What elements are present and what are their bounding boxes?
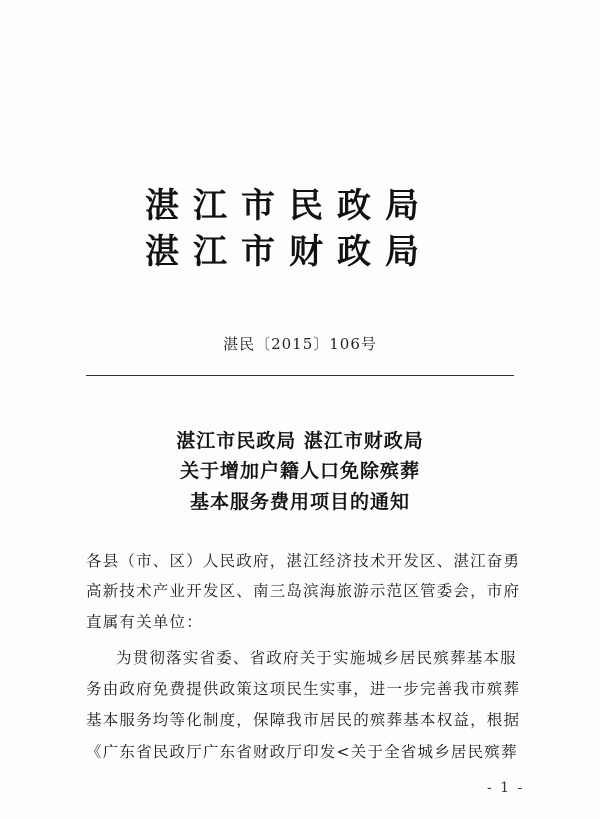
body-line-5: 务由政府免费提供政策这项民生实事，进一步完善我市殡葬 [86, 680, 521, 698]
body-line-6: 基本服务均等化制度，保障我市居民的殡葬基本权益，根据 [86, 711, 521, 729]
document-number: 湛民〔2015〕106号 [223, 335, 377, 353]
body-line-3: 直属有关单位： [86, 613, 203, 631]
issuer-civil-affairs-bureau: 湛江市民政局 [145, 186, 433, 226]
document-title-line-2: 关于增加户籍人口免除殡葬 [179, 460, 420, 482]
document-title-line-3: 基本服务费用项目的通知 [189, 491, 410, 513]
body-line-1: 各县（市、区）人民政府，湛江经济技术开发区、湛江奋勇 [86, 552, 521, 570]
header-divider [86, 375, 514, 376]
body-line-2: 高新技术产业开发区、南三岛滨海旅游示范区管委会，市府 [86, 582, 521, 600]
page-number: - 1 - [487, 780, 525, 796]
issuer-finance-bureau: 湛江市财政局 [145, 232, 433, 272]
body-line-7: 《广东省民政厅广东省财政厅印发<关于全省城乡居民殡葬 [86, 743, 518, 761]
body-line-4: 为贯彻落实省委、省政府关于实施城乡居民殡葬基本服 [116, 649, 517, 667]
document-title-line-1: 湛江市民政局 湛江市财政局 [176, 430, 424, 452]
